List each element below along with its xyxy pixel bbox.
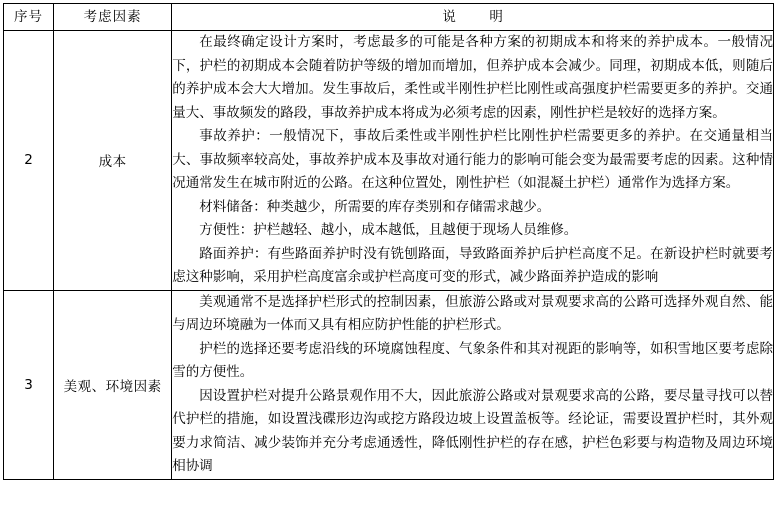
considerations-table [3,3,774,480]
description-paragraph: 方便性：护栏越轻、越小，成本越低，且越便于现场人员维修。 [199,222,578,238]
row-description [172,290,774,479]
column-header-description: 说 明 [172,4,774,31]
table-header-row [4,4,774,31]
row-number: 2 [4,31,54,291]
row-description [172,31,774,291]
row-factor: 成本 [54,31,172,291]
table-header [4,4,774,31]
description-paragraph: 护栏的选择还要考虑沿线的环境腐蚀程度、气象条件和其对视距的影响等，如积雪地区要考虑除雪的方便性。 [172,340,773,380]
description-paragraph: 路面养护：有些路面养护时没有铣刨路面，导致路面养护后护栏高度不足。在新设护栏时就要考虑这种影响，采用护栏高度富余或护栏高度可变的形式，减少路面养护造成的影响 [172,245,773,285]
table-body [4,31,774,480]
column-header-no: 序号 [4,4,54,31]
table-row [4,31,774,291]
column-header-factor: 考虑因素 [54,4,172,31]
description-paragraph: 材料储备：种类越少，所需要的库存类别和存储需求越少。 [199,198,551,215]
row-number: 3 [4,290,54,479]
description-paragraph: 美观通常不是选择护栏形式的控制因素，但旅游公路或对景观要求高的公路可选择外观自然、能与周边环境融为一体而又具有相应防护性能的护栏形式。 [172,293,773,333]
table-row [4,290,774,479]
description-paragraph: 事故养护：一般情况下，事故后柔性或半刚性护栏比刚性护栏需要更多的养护。在交通量相当大、事故频率较高处，事故养护成本及事故对通行能力的影响可能会变为最需要考虑的因素。这种情况通常发生在城市附近的公路。在这种位置处，刚性护栏（如混凝土护栏）通常作为选择方案。 [172,128,773,191]
description-paragraph: 在最终确定设计方案时，考虑最多的可能是各种方案的初期成本和将来的养护成本。一般情况下，护栏的初期成本会随着防护等级的增加而增加，但养护成本会减少。同理，初期成本低，则随后的养护成本会大大增加。发生事故后，柔性或半刚性护栏比刚性或高强度护栏需要更多的养护。交通量大、事故频发的路段，事故养护成本将成为必须考虑的因素，刚性护栏是较好的选择方案。 [172,34,773,121]
row-factor: 美观、环境因素 [54,290,172,479]
description-paragraph: 因设置护栏对提升公路景观作用不大，因此旅游公路或对景观要求高的公路，要尽量寻找可以替代护栏的措施，如设置浅碟形边沟或挖方路段边坡上设置盖板等。经论证，需要设置护栏时，其外观要力求简洁、减少装饰并充分考虑通透性，降低刚性护栏的存在感，护栏色彩要与构造物及周边环境相协调 [172,387,773,474]
